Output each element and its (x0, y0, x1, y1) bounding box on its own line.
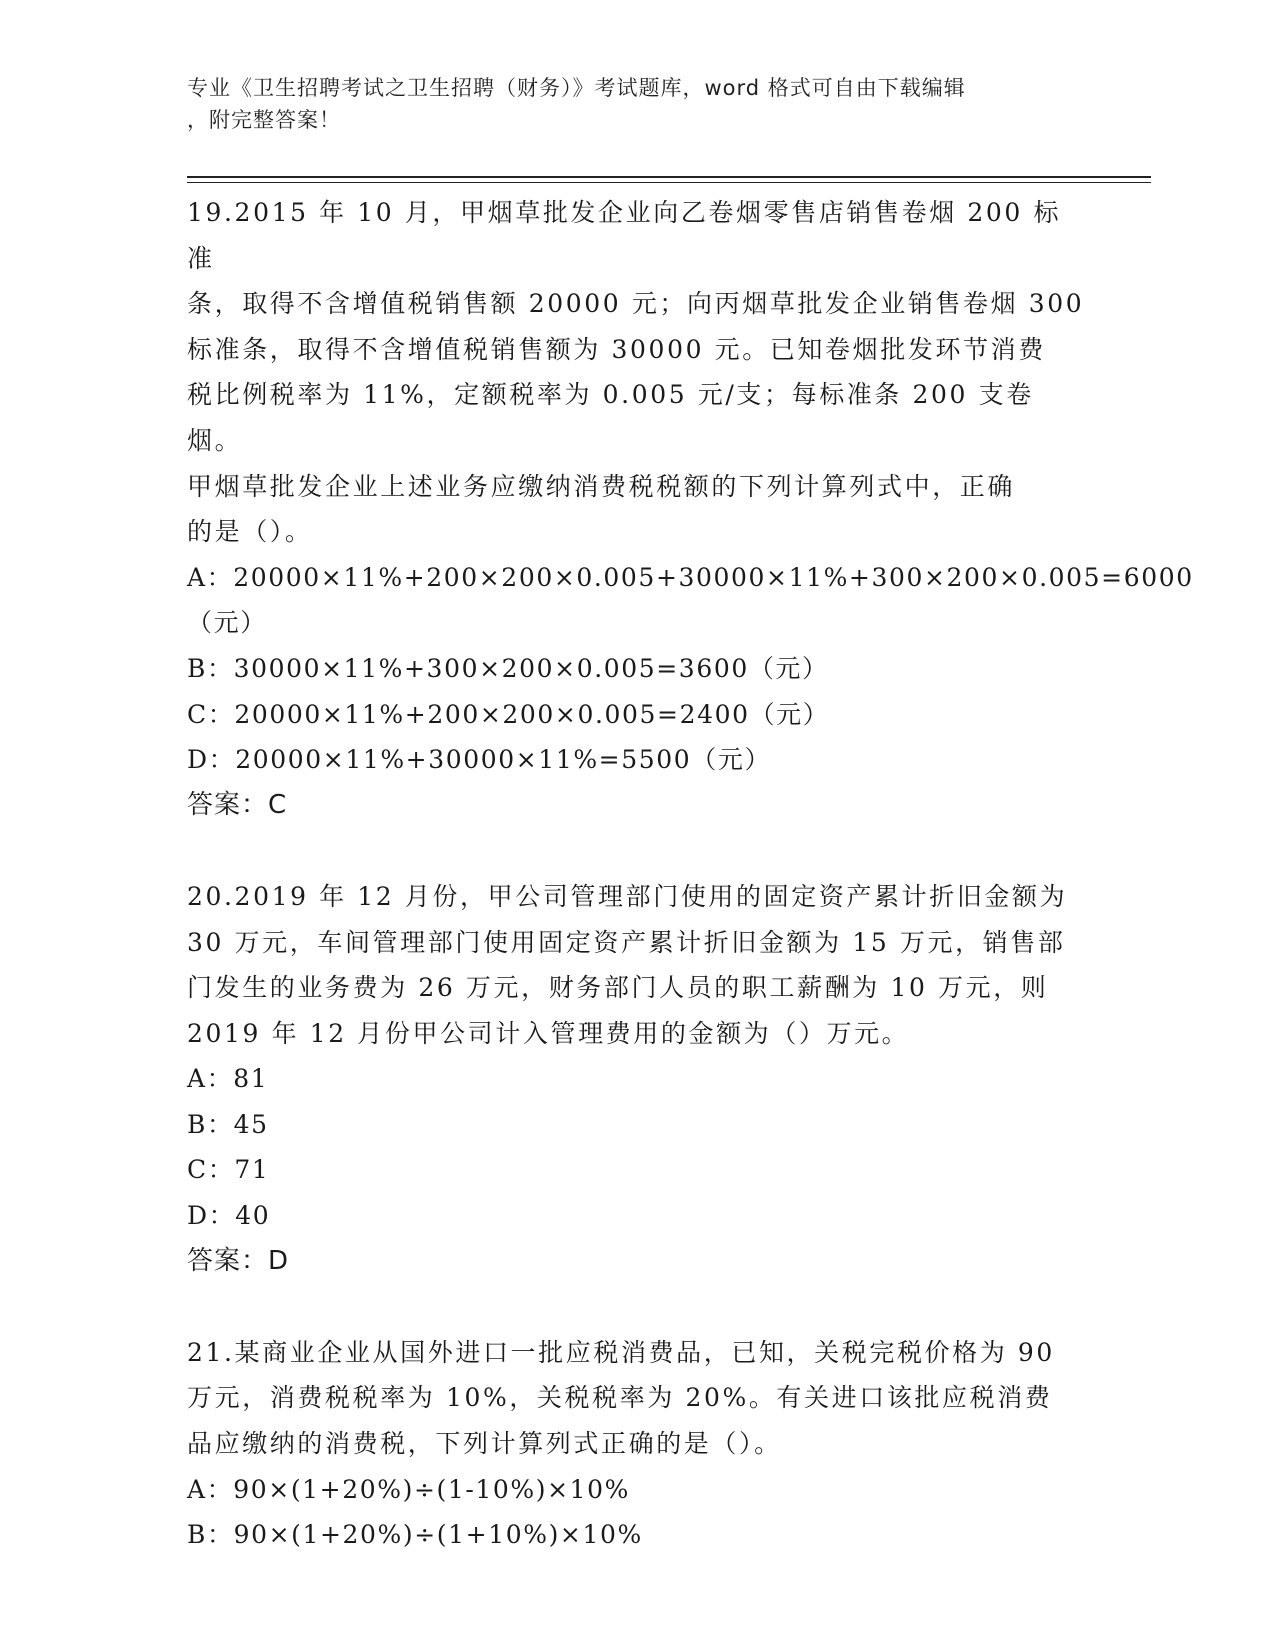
question-stem (187, 874, 1087, 1056)
option-b: B：30000×11%+300×200×0.005=3600（元） (187, 653, 829, 683)
stem-line: 30 万元，车间管理部门使用固定资产累计折旧金额为 15 万元，销售部 (187, 927, 1066, 957)
stem-line: 甲烟草批发企业上述业务应缴纳消费税税额的下列计算列式中，正确 (187, 471, 1016, 501)
stem-line: 21.某商业企业从国外进口一批应税消费品，已知，关税完税价格为 90 (187, 1337, 1055, 1367)
stem-line: 品应缴纳的消费税，下列计算列式正确的是（）。 (187, 1429, 782, 1459)
option-line: A：20000×11%+200×200×0.005+30000×11%+300×200×0.005=6000 (187, 562, 1194, 592)
option-c: C：20000×11%+200×200×0.005=2400（元） (187, 699, 830, 729)
stem-line: 税比例税率为 11%，定额税率为 0.005 元/支；每标准条 200 支卷烟。 (187, 380, 1034, 455)
option-c: C：71 (187, 1155, 270, 1185)
question-spacer (187, 828, 1087, 874)
option-line: （元） (187, 608, 267, 638)
question-19 (187, 190, 1194, 828)
option-a (187, 555, 1194, 646)
answer-label: 答案：C (187, 789, 288, 820)
question-list (187, 190, 1194, 1558)
question-stem (187, 190, 1087, 555)
question-20 (187, 874, 1087, 1284)
stem-line: 门发生的业务费为 26 万元，财务部门人员的职工薪酬为 10 万元，则 (187, 973, 1049, 1003)
stem-line: 20.2019 年 12 月份，甲公司管理部门使用的固定资产累计折旧金额为 (187, 881, 1068, 911)
question-stem (187, 1330, 1087, 1467)
header-line-2: ，附完整答案！ (187, 108, 341, 132)
stem-line: 标准条，取得不含增值税销售额为 30000 元。已知卷烟批发环节消费 (187, 334, 1046, 364)
option-d: D：40 (187, 1201, 271, 1231)
header-line-1: 专业《卫生招聘考试之卫生招聘（财务）》考试题库，word 格式可自由下载编辑 (187, 76, 966, 100)
stem-line: 条，取得不含增值税销售额 20000 元；向丙烟草批发企业销售卷烟 300 (187, 289, 1085, 319)
answer-label: 答案：D (187, 1245, 290, 1276)
header-divider-thick (187, 176, 1151, 178)
option-b: B：90×(1+20%)÷(1+10%)×10% (187, 1520, 643, 1550)
header-divider-thin (187, 182, 1151, 183)
option-b: B：45 (187, 1109, 269, 1139)
option-a: A：90×(1+20%)÷(1-10%)×10% (187, 1474, 631, 1504)
stem-line: 2019 年 12 月份甲公司计入管理费用的金额为（）万元。 (187, 1018, 910, 1048)
stem-line: 19.2015 年 10 月，甲烟草批发企业向乙卷烟零售店销售卷烟 200 标准 (187, 198, 1062, 273)
document-header (187, 72, 1087, 136)
stem-line: 的是（）。 (187, 517, 313, 547)
question-spacer (187, 1284, 1087, 1330)
option-a: A：81 (187, 1064, 269, 1094)
stem-line: 万元，消费税税率为 10%，关税税率为 20%。有关进口该批应税消费 (187, 1383, 1053, 1413)
option-d: D：20000×11%+30000×11%=5500（元） (187, 745, 772, 775)
question-21 (187, 1330, 1087, 1558)
